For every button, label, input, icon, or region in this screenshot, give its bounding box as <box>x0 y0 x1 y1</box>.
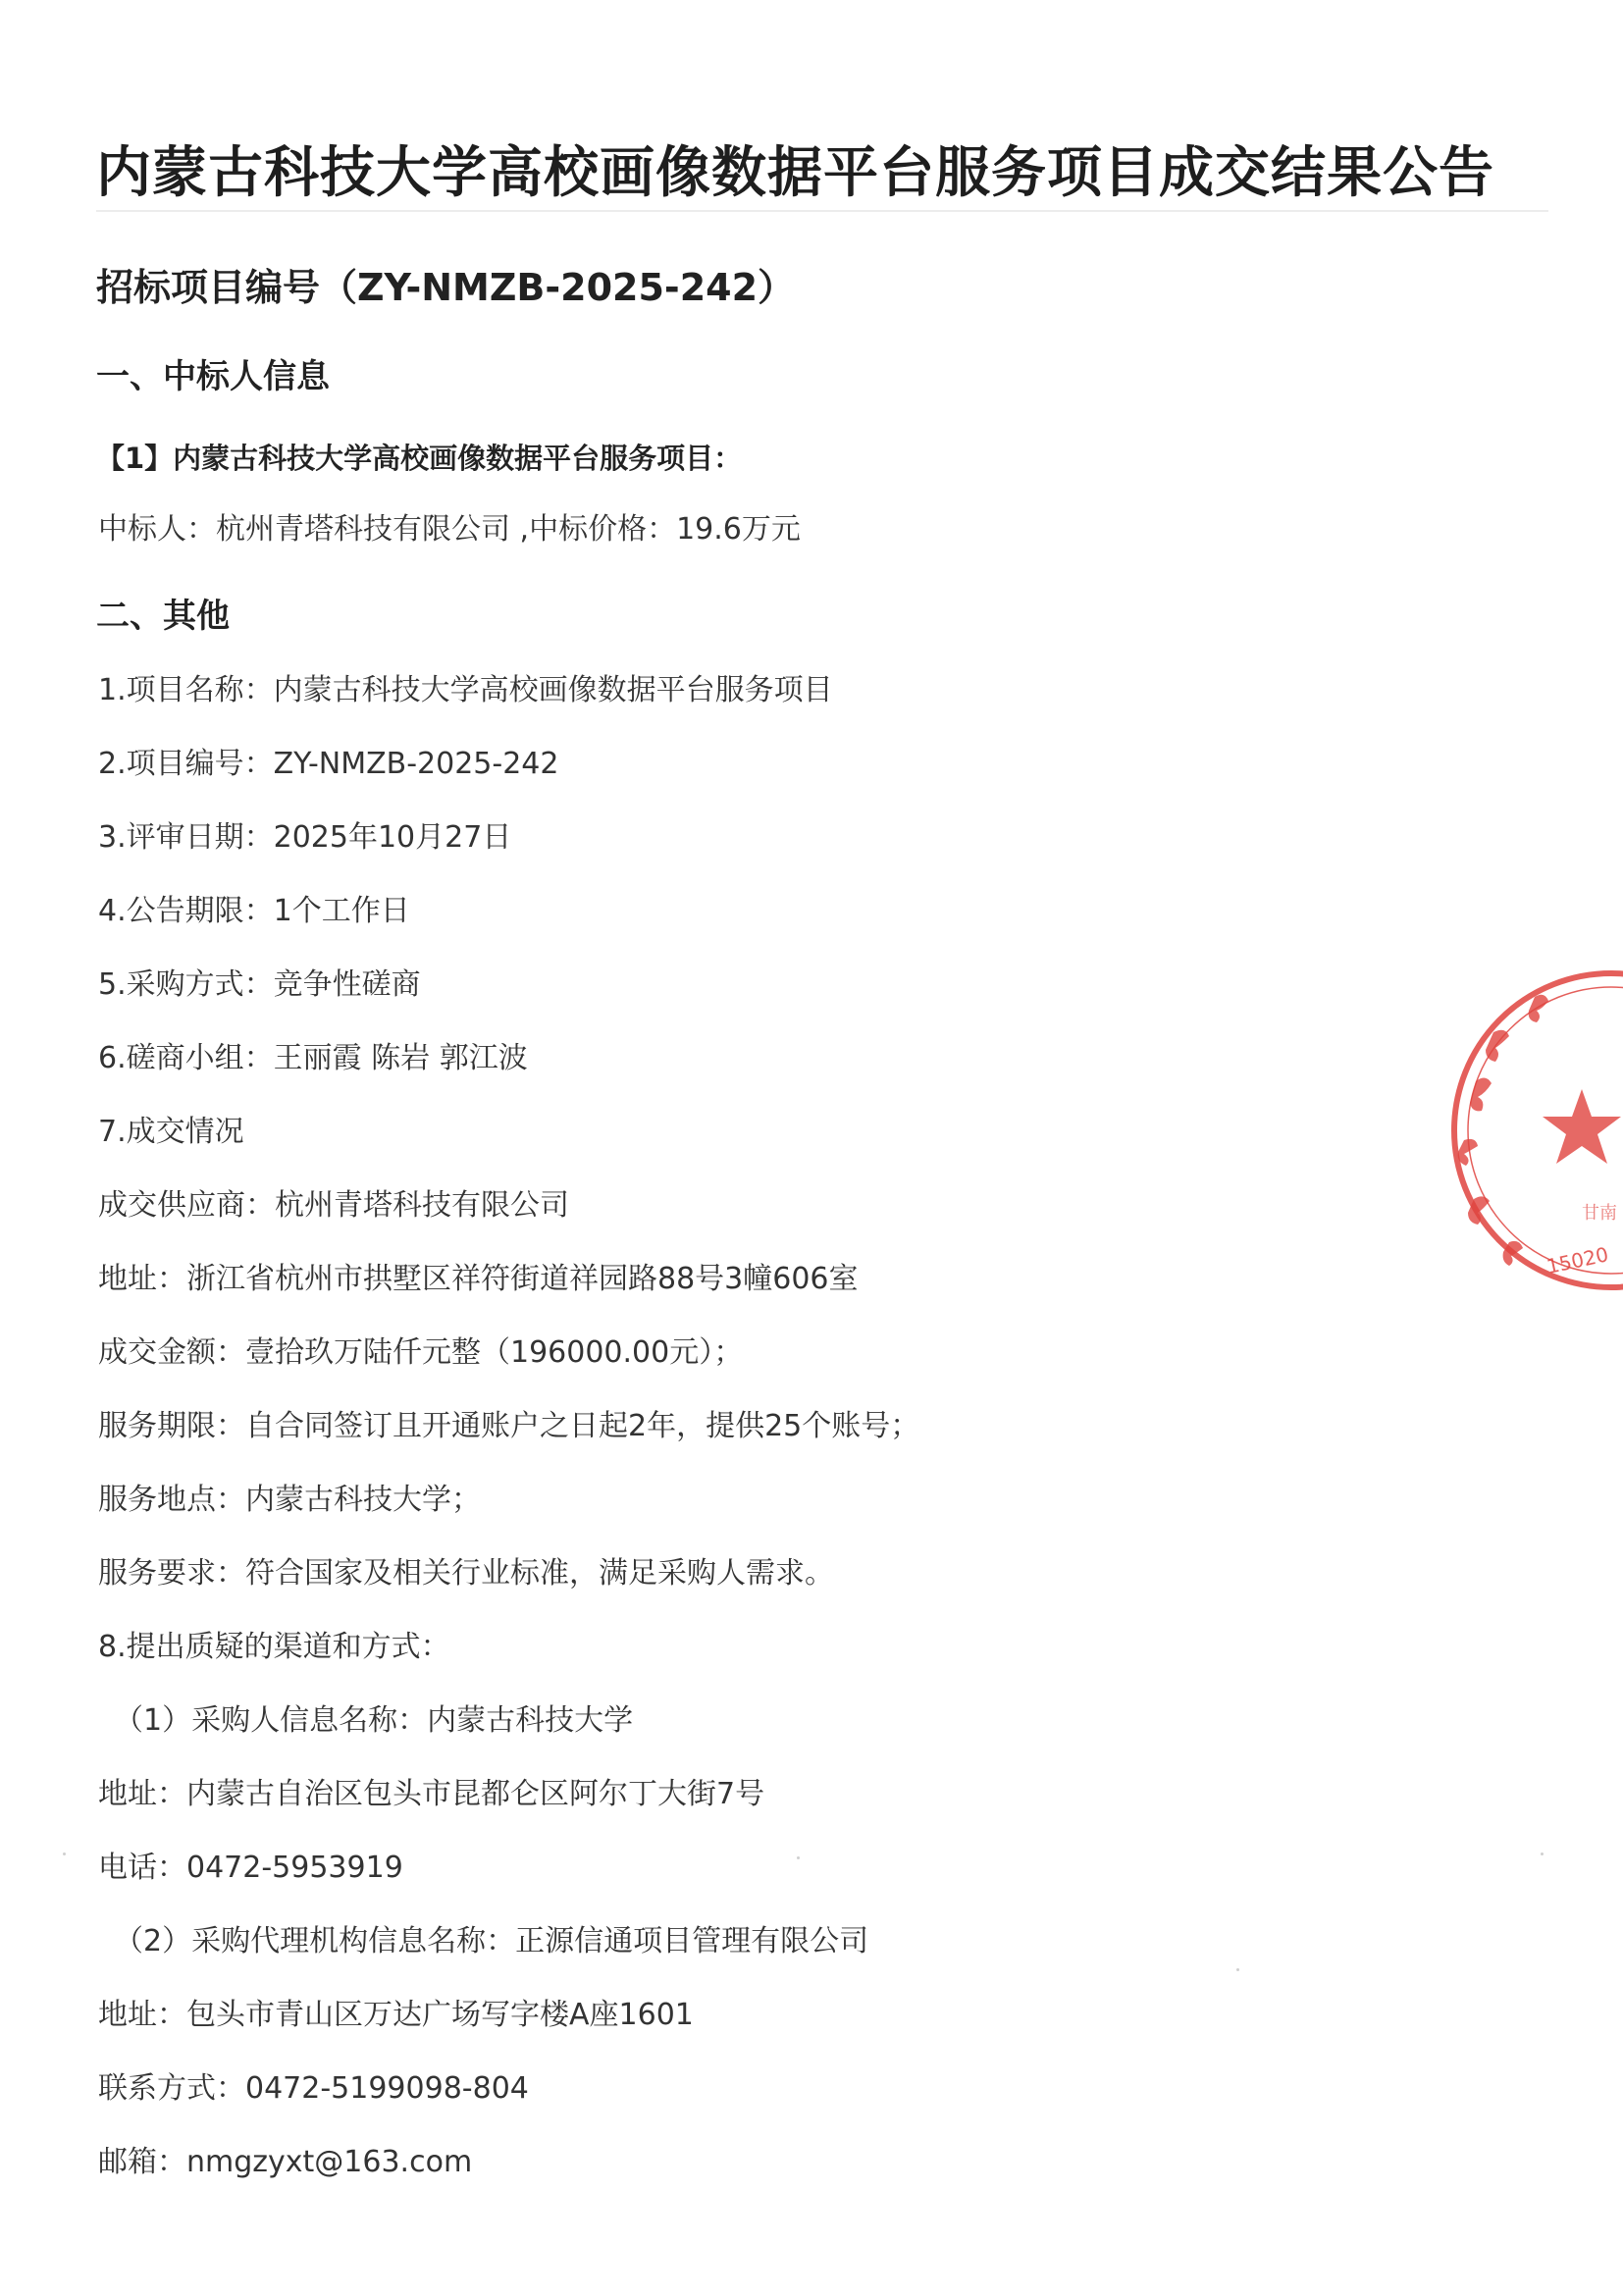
section-heading-winner-info: 一、中标人信息 <box>96 357 330 396</box>
section-heading-other: 二、其他 <box>96 597 230 636</box>
info-line-agency-contact: 联系方式：0472-5199098-804 <box>98 2071 529 2106</box>
info-line-agency-address: 地址：包头市青山区万达广场写字楼A座1601 <box>98 1998 694 2032</box>
info-line-supplier: 成交供应商：杭州青塔科技有限公司 <box>98 1188 569 1223</box>
info-line-service-requirements: 服务要求：符合国家及相关行业标准，满足采购人需求。 <box>98 1556 834 1591</box>
scan-speck <box>1236 1968 1239 1971</box>
info-line-notice-period: 4.公告期限：1个工作日 <box>98 894 410 928</box>
info-line-service-location: 服务地点：内蒙古科技大学； <box>98 1483 481 1517</box>
document-title: 内蒙古科技大学高校画像数据平台服务项目成交结果公告 <box>96 141 1494 205</box>
winner-item-heading: 【1】内蒙古科技大学高校画像数据平台服务项目： <box>96 442 743 475</box>
info-line-amount: 成交金额：壹拾玖万陆仟元整（196000.00元）； <box>98 1335 744 1370</box>
info-line-supplier-address: 地址：浙江省杭州市拱墅区祥符街道祥园路88号3幢606室 <box>98 1262 859 1296</box>
svg-text:甘南: 甘南 <box>1582 1203 1617 1224</box>
scan-speck <box>63 1852 66 1855</box>
info-line-review-date: 3.评审日期：2025年10月27日 <box>98 820 512 855</box>
info-line-panel: 6.磋商小组：王丽霞 陈岩 郭江波 <box>98 1041 528 1075</box>
winner-line: 中标人：杭州青塔科技有限公司 ,中标价格：19.6万元 <box>98 512 801 547</box>
info-line-agency-email: 邮箱：nmgzyxt@163.com <box>98 2145 473 2179</box>
info-line-purchaser-phone: 电话：0472-5953919 <box>98 1851 403 1885</box>
info-line-project-number: 2.项目编号：ZY-NMZB-2025-242 <box>98 747 559 781</box>
info-line-procurement-method: 5.采购方式：竞争性磋商 <box>98 967 421 1002</box>
info-line-purchaser-address: 地址：内蒙古自治区包头市昆都仑区阿尔丁大街7号 <box>98 1777 765 1811</box>
scan-speck <box>797 1856 800 1859</box>
info-line-objection-channels: 8.提出质疑的渠道和方式： <box>98 1630 450 1664</box>
info-line-project-name: 1.项目名称：内蒙古科技大学高校画像数据平台服务项目 <box>98 673 833 707</box>
official-seal-icon <box>1435 964 1623 1297</box>
info-line-deal-status: 7.成交情况 <box>98 1115 244 1149</box>
svg-text:15020: 15020 <box>1544 1242 1611 1278</box>
title-divider <box>96 210 1548 212</box>
project-number: 招标项目编号（ZY-NMZB-2025-242） <box>96 266 796 309</box>
info-line-purchaser-name: （1）采购人信息名称：内蒙古科技大学 <box>114 1703 634 1738</box>
info-line-agency-name: （2）采购代理机构信息名称：正源信通项目管理有限公司 <box>114 1924 869 1958</box>
scan-speck <box>1541 1852 1544 1855</box>
info-line-service-period: 服务期限：自合同签订且开通账户之日起2年，提供25个账号； <box>98 1409 920 1443</box>
